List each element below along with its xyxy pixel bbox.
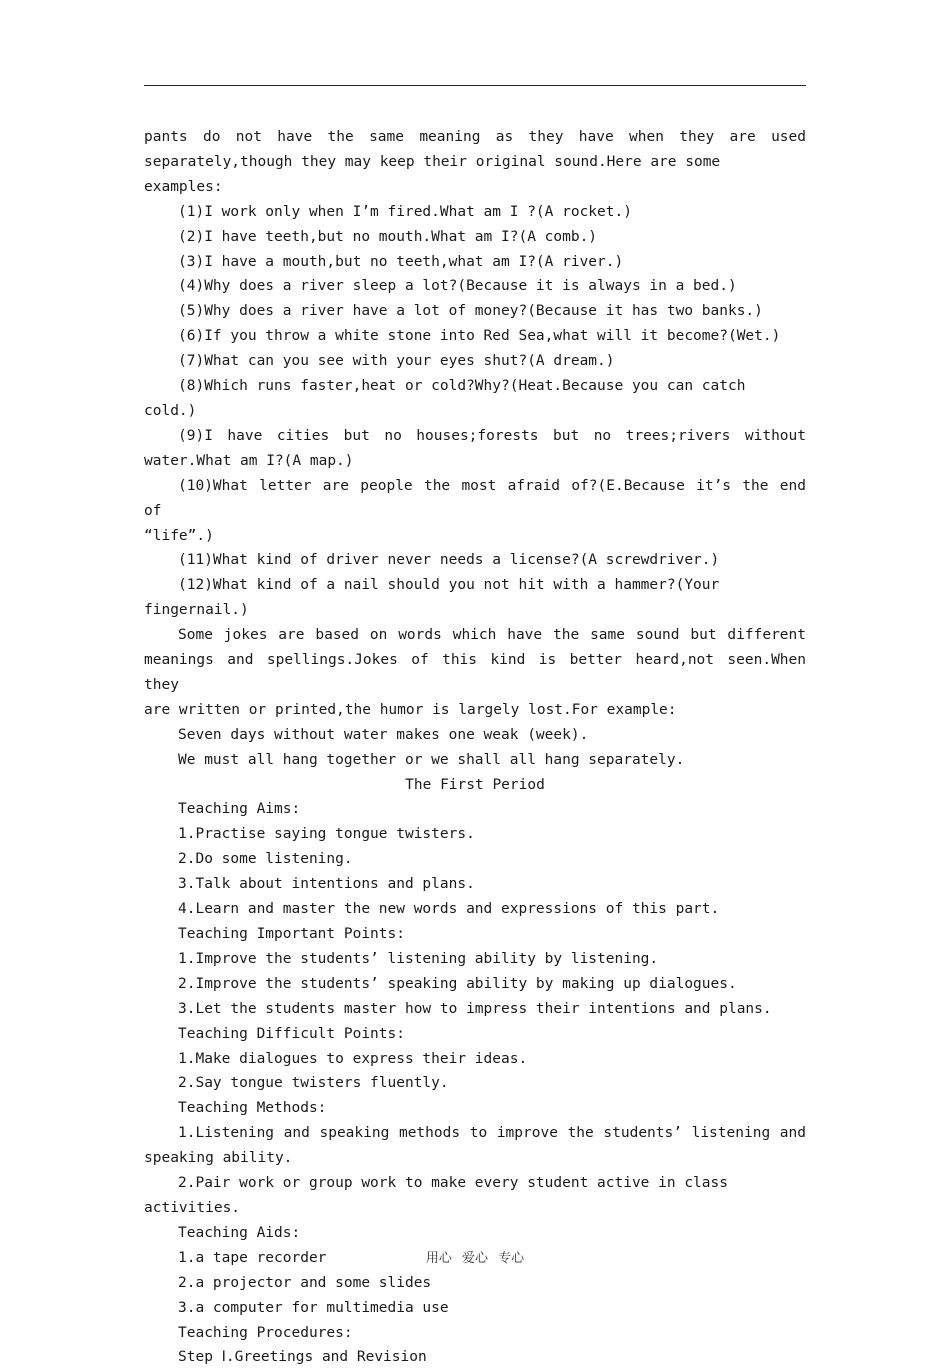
- text-line: (6)If you throw a white stone into Red Sea,what will it become?(Wet.): [178, 328, 781, 345]
- text-line: “life”.): [144, 527, 214, 544]
- text-line: 1.Listening and speaking methods to improve the students’ listening and: [178, 1125, 806, 1142]
- header-rule: [144, 85, 806, 86]
- text-line: (11)What kind of driver never needs a license?(A screwdriver.): [178, 552, 720, 569]
- text-line: 2.Say tongue twisters fluently.: [178, 1075, 449, 1092]
- text-line: pants do not have the same meaning as they have when they are used: [144, 129, 806, 145]
- text-line: Teaching Procedures:: [178, 1324, 353, 1341]
- text-line: 1.Practise saying tongue twisters.: [178, 826, 475, 843]
- text-line: Some jokes are based on words which have the same sound but different: [178, 627, 806, 644]
- page-footer: 用心 爱心 专心: [425, 1251, 525, 1266]
- text-line: (9)I have cities but no houses;forests but no trees;rivers without: [178, 427, 806, 444]
- text-line: meanings and spellings.Jokes of this kind is better heard,not seen.When they: [144, 652, 806, 693]
- text-line: (1)I work only when I’m fired.What am I ?(A rocket.): [178, 203, 632, 220]
- text-line: (5)Why does a river have a lot of money?(Because it has two banks.): [178, 303, 763, 320]
- section-heading: The First Period: [405, 776, 545, 793]
- text-line: 3.Talk about intentions and plans.: [178, 876, 475, 893]
- text-line: (3)I have a mouth,but no teeth,what am I?(A river.): [178, 253, 624, 270]
- text-line: 4.Learn and master the new words and expressions of this part.: [178, 901, 720, 918]
- text-line: 3.Let the students master how to impress their intentions and plans.: [178, 1000, 772, 1017]
- text-line: 2.Pair work or group work to make every student active in class activities.: [144, 1175, 728, 1216]
- text-line: (12)What kind of a nail should you not hit with a hammer?(Your fingernail.): [144, 577, 720, 619]
- text-line: 1.a tape recorder: [178, 1249, 327, 1266]
- text-line: Teaching Aims:: [178, 801, 301, 818]
- text-line: (4)Why does a river sleep a lot?(Because it is always in a bed.): [178, 278, 737, 295]
- text-line: (10)What letter are people the most afraid of?(E.Because it’s the end of: [144, 477, 806, 519]
- text-line: Teaching Methods:: [178, 1100, 327, 1117]
- text-line: Teaching Important Points:: [178, 926, 405, 942]
- text-line: 2.Improve the students’ speaking ability by making up dialogues.: [178, 975, 737, 992]
- text-line: Teaching Difficult Points:: [178, 1025, 405, 1042]
- document-body: [144, 125, 806, 1370]
- text-line: We must all hang together or we shall all hang separately.: [178, 751, 685, 768]
- text-line: are written or printed,the humor is largely lost.For example:: [144, 701, 677, 718]
- text-line: Step Ⅰ.Greetings and Revision: [178, 1349, 427, 1366]
- text-line: (7)What can you see with your eyes shut?(A dream.): [178, 353, 615, 370]
- text-line: Seven days without water makes one weak (week).: [178, 726, 589, 743]
- text-line: (8)Which runs faster,heat or cold?Why?(Heat.Because you can catch cold.): [144, 378, 746, 419]
- text-line: 2.Do some listening.: [178, 851, 353, 868]
- text-line: 2.a projector and some slides: [178, 1274, 432, 1291]
- text-line: separately,though they may keep their original sound.Here are some examples:: [144, 153, 721, 195]
- text-line: 1.Make dialogues to express their ideas.: [178, 1050, 528, 1067]
- text-line: speaking ability.: [144, 1150, 293, 1167]
- text-line: 3.a computer for multimedia use: [178, 1299, 449, 1316]
- text-line: Teaching Aids:: [178, 1224, 301, 1241]
- text-line: 1.Improve the students’ listening ability by listening.: [178, 950, 659, 967]
- text-line: water.What am I?(A map.): [144, 452, 354, 469]
- text-line: (2)I have teeth,but no mouth.What am I?(A comb.): [178, 228, 598, 245]
